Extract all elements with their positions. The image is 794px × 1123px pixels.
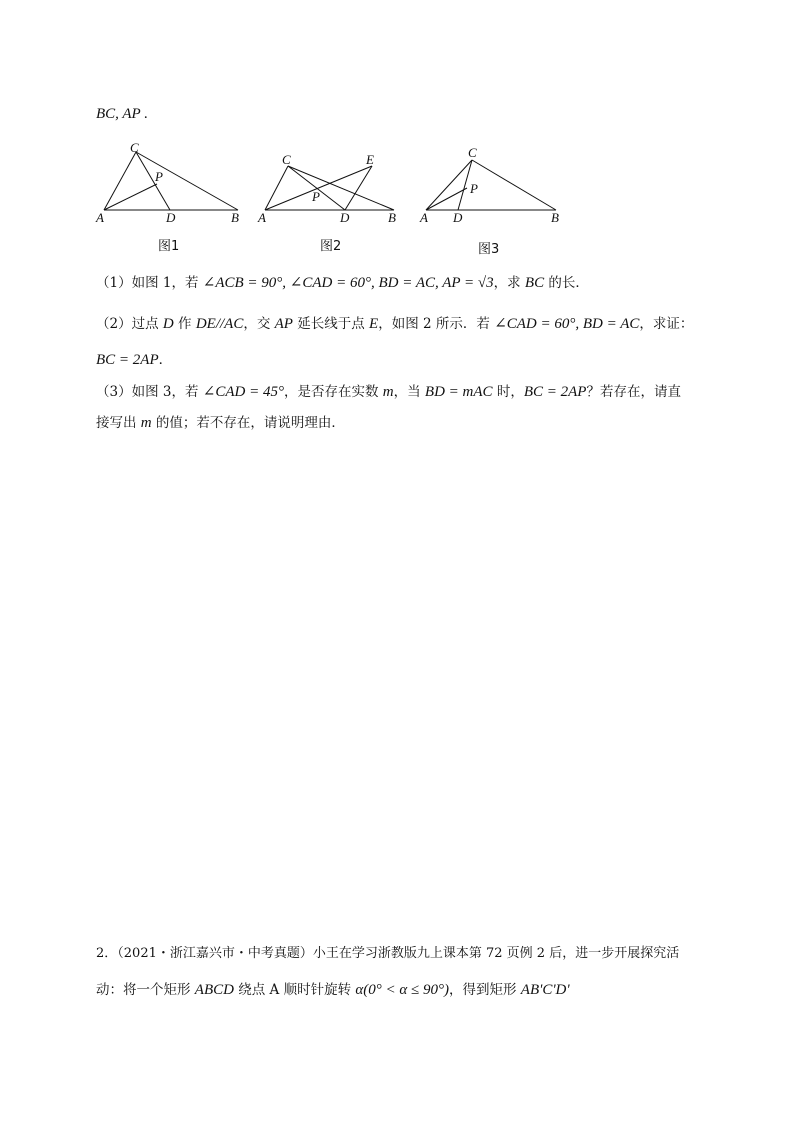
fig2-label-e: E — [366, 152, 374, 167]
q3-math-4: BC = 2AP — [523, 384, 587, 400]
figure-diagrams — [0, 138, 794, 278]
fig3-label-a: A — [420, 210, 428, 225]
p2-text-c: ，得到矩形 — [448, 982, 521, 998]
fig1-label-p: P — [155, 169, 163, 184]
fig1-label-c: C — [130, 140, 139, 155]
q3-text-b: ，是否存在实数 — [283, 384, 383, 400]
q3-text-c: ，当 — [393, 384, 425, 400]
fig2-label-b: B — [388, 210, 396, 225]
p2-math-2: α(0° < α ≤ 90°) — [355, 982, 449, 998]
q3-math-1: ∠CAD = 45° — [202, 384, 284, 400]
fig1-label-a: A — [96, 210, 104, 225]
q2-text-g: ． — [158, 352, 173, 368]
question-2-line-1 — [96, 314, 693, 334]
q3-text-e: ？若存在，请直 — [586, 384, 681, 400]
q1-text-a: （1）如图 1，若 — [96, 275, 203, 291]
q3-text-a: （3）如图 3，若 — [96, 384, 203, 400]
q2-text-f: ，求证： — [639, 316, 694, 332]
q2-math-1: D — [162, 316, 174, 332]
fig3-label-p: P — [470, 181, 478, 196]
q3-math-2: m — [382, 384, 394, 400]
fig2-caption: 图2 — [320, 239, 342, 254]
fig3-segment-cb — [472, 160, 556, 210]
fig1-label-d: D — [166, 210, 176, 225]
problem-2-line-2 — [96, 980, 570, 1000]
fig1-label-b: B — [231, 210, 239, 225]
p2-text-a: 动：将一个矩形 — [96, 982, 195, 998]
fig2-segment-ac — [265, 166, 288, 210]
question-3-line-1 — [96, 382, 681, 402]
q3-text-d: 时， — [492, 384, 524, 400]
fig2-label-a: A — [258, 210, 266, 225]
q2-math-5: ∠CAD = 60°, BD = AC — [494, 316, 640, 332]
q3-text-g: 的值；若不存在，请说明理由． — [151, 415, 345, 431]
fig2-label-p: P — [312, 189, 320, 204]
fig1-segment-cd — [136, 152, 170, 210]
p2-math-1: ABCD — [194, 982, 234, 998]
fig3-caption: 图3 — [478, 242, 500, 257]
q3-math-5: m — [140, 415, 152, 431]
question-1 — [96, 273, 589, 293]
fig2-segment-de — [345, 166, 372, 210]
figure-2 — [257, 152, 396, 225]
p2-math-3: AB'C'D' — [520, 982, 570, 998]
fig3-label-c: C — [468, 145, 477, 160]
fig3-label-d: D — [453, 210, 463, 225]
q2-math-3: AP — [274, 316, 293, 332]
question-2-line-2 — [96, 350, 172, 370]
q2-text-e: ，如图 2 所示．若 — [378, 316, 495, 332]
q2-text-a: （2）过点 — [96, 316, 163, 332]
fig1-caption: 图1 — [158, 239, 180, 254]
problem-2-line-1: 2．（2021・浙江嘉兴市・中考真题）小王在学习浙教版九上课本第 72 页例 2 后，进一步开展探究活 — [96, 946, 680, 961]
fig2-segment-cb — [288, 166, 394, 210]
top-line: BC, AP . — [96, 106, 148, 122]
fig1-segment-ap — [104, 184, 157, 210]
fig1-segment-cb — [136, 152, 238, 210]
q1-text-c: 的长． — [544, 275, 589, 291]
figure-1 — [95, 140, 239, 225]
p2-text-b: 绕点 A 顺时针旋转 — [233, 982, 356, 998]
figure-3 — [419, 145, 559, 225]
q2-text-b: 作 — [173, 316, 196, 332]
q3-math-3: BD = mAC — [424, 384, 493, 400]
q2-math-6: BC = 2AP — [96, 352, 159, 368]
q1-math-2: BC — [524, 275, 545, 291]
fig1-segment-ac — [104, 152, 136, 210]
q2-text-c: ，交 — [243, 316, 275, 332]
q2-text-d: 延长线于点 — [292, 316, 370, 332]
question-3-line-2 — [96, 413, 345, 433]
q2-math-4: E — [369, 316, 379, 332]
q2-math-2: DE//AC — [195, 316, 244, 332]
q3-text-f: 接写出 — [96, 415, 141, 431]
fig2-label-d: D — [340, 210, 350, 225]
fig2-label-c: C — [282, 152, 291, 167]
q1-math: ∠ACB = 90°, ∠CAD = 60°, BD = AC, AP = √3 — [202, 275, 494, 291]
q1-text-b: ，求 — [493, 275, 525, 291]
fig3-label-b: B — [551, 210, 559, 225]
